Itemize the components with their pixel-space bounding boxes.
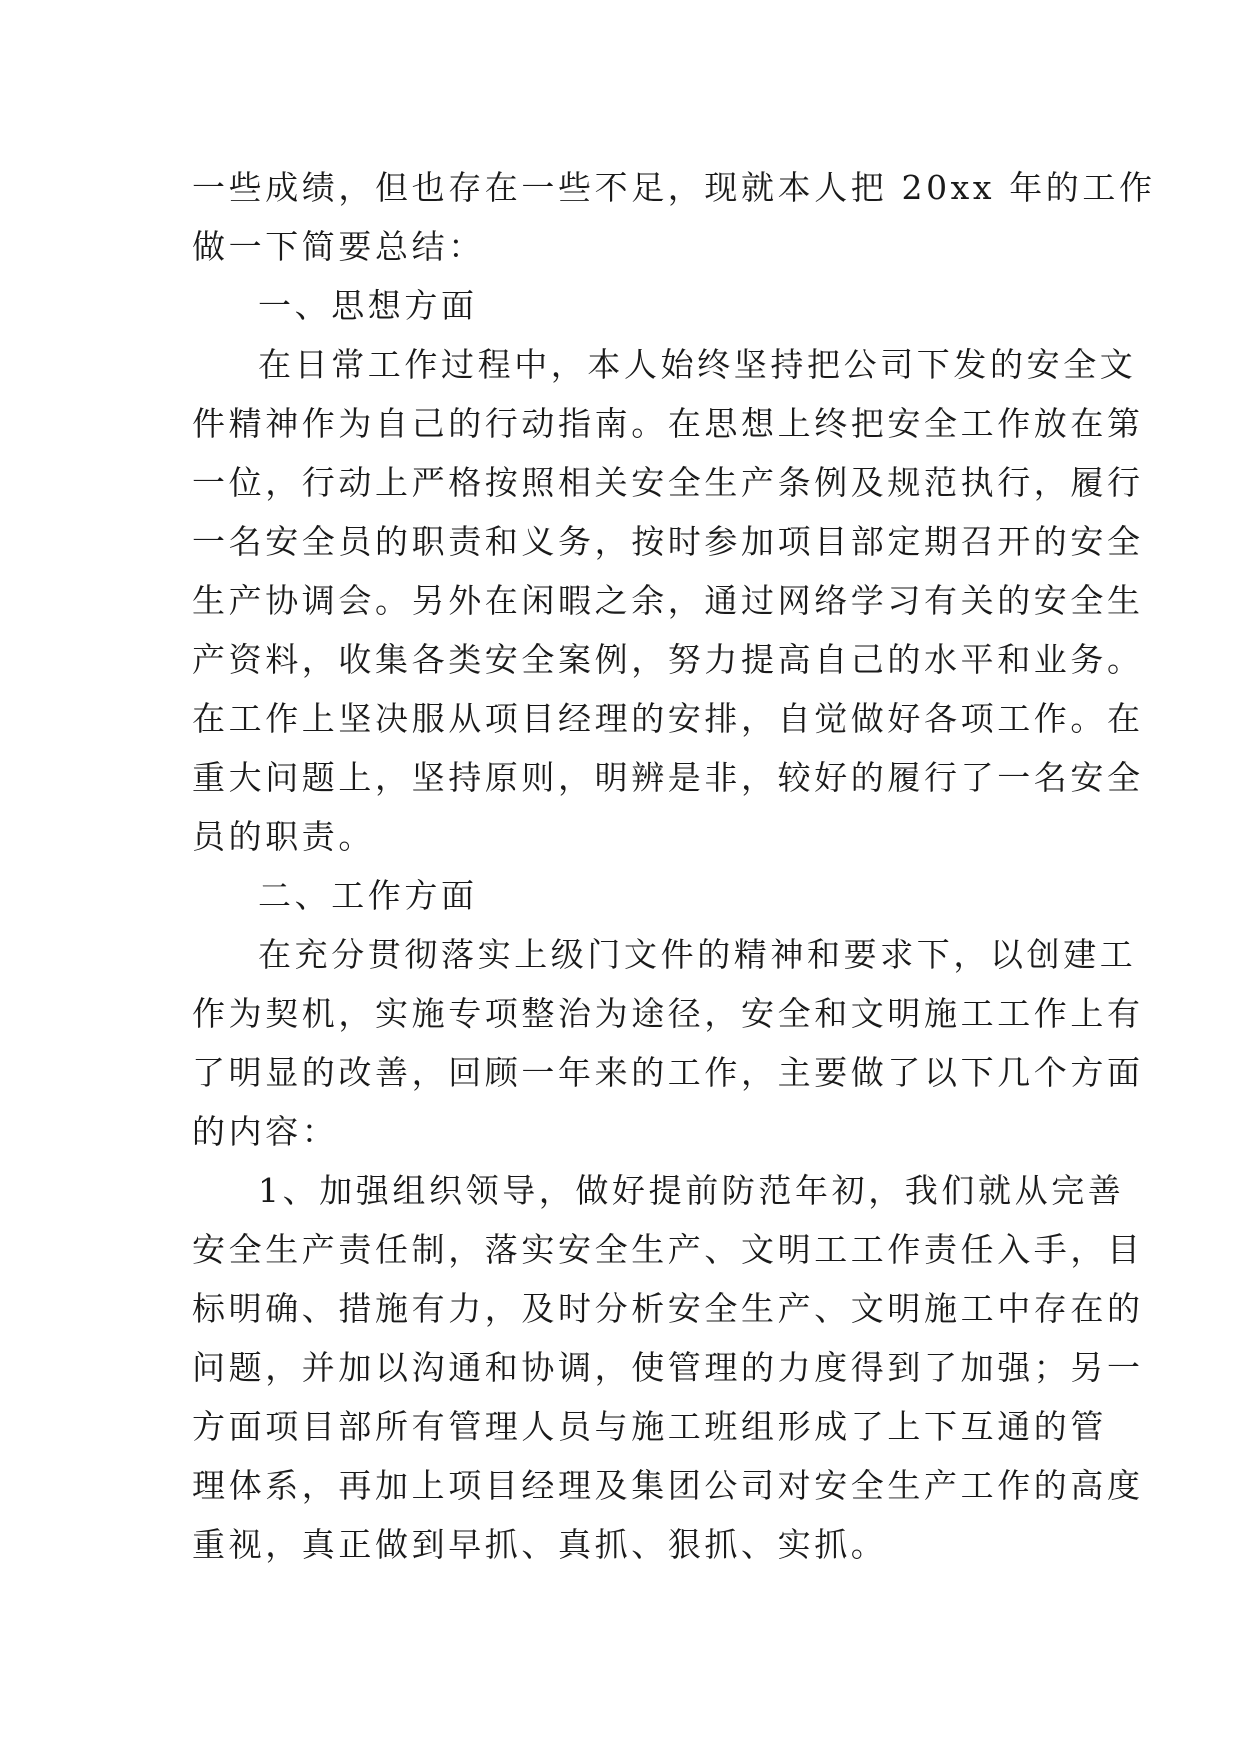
text-line: 安全生产责任制，落实安全生产、文明工工作责任入手，目: [192, 1230, 1144, 1269]
text-line: 标明确、措施有力，及时分析安全生产、文明施工中存在的: [192, 1289, 1144, 1328]
text-line: 作为契机，实施专项整治为途径，安全和文明施工工作上有: [192, 994, 1144, 1033]
text-line: 理体系，再加上项目经理及集团公司对安全生产工作的高度: [192, 1466, 1144, 1505]
text-line: 员的职责。: [192, 817, 375, 856]
section-heading: 二、工作方面: [258, 876, 478, 915]
text-line: 一名安全员的职责和义务，按时参加项目部定期召开的安全: [192, 522, 1144, 561]
text-line: 重视，真正做到早抓、真抓、狠抓、实抓。: [192, 1525, 888, 1564]
text-line: 件精神作为自己的行动指南。在思想上终把安全工作放在第: [192, 404, 1144, 443]
section-heading: 一、思想方面: [258, 286, 478, 325]
paragraph-start-line: 在日常工作过程中，本人始终坚持把公司下发的安全文: [258, 345, 1137, 384]
text-line: 方面项目部所有管理人员与施工班组形成了上下互通的管: [192, 1407, 1107, 1446]
text-line: 产资料，收集各类安全案例，努力提高自己的水平和业务。: [192, 640, 1144, 679]
text-line: 的内容：: [192, 1112, 339, 1151]
text-line: 一些成绩，但也存在一些不足，现就本人把 20xx 年的工作: [192, 168, 1156, 207]
text-line: 在工作上坚决服从项目经理的安排，自觉做好各项工作。在: [192, 699, 1144, 738]
text-line: 做一下简要总结：: [192, 227, 485, 266]
text-line: 生产协调会。另外在闲暇之余，通过网络学习有关的安全生: [192, 581, 1144, 620]
paragraph-start-line: 在充分贯彻落实上级门文件的精神和要求下，以创建工: [258, 935, 1137, 974]
text-line: 重大问题上，坚持原则，明辨是非，较好的履行了一名安全: [192, 758, 1144, 797]
document-body: [192, 158, 1156, 1574]
paragraph-start-line: 1、加强组织领导，做好提前防范年初，我们就从完善: [258, 1171, 1125, 1210]
text-line: 一位，行动上严格按照相关安全生产条例及规范执行，履行: [192, 463, 1144, 502]
text-line: 了明显的改善，回顾一年来的工作，主要做了以下几个方面: [192, 1053, 1144, 1092]
text-line: 问题，并加以沟通和协调，使管理的力度得到了加强；另一: [192, 1348, 1144, 1387]
